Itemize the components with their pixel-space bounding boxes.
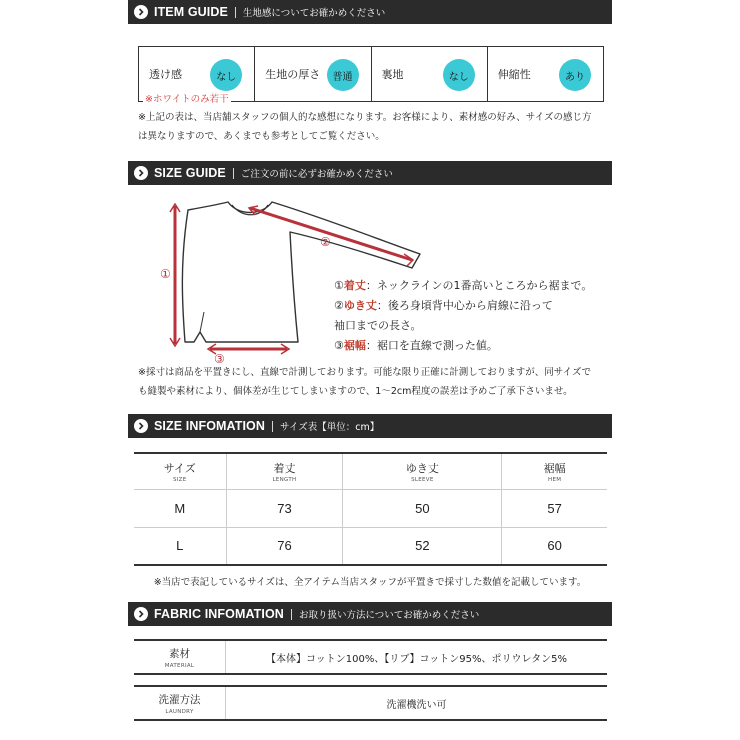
- guide-value-badge: なし: [443, 59, 475, 91]
- fabric-material-value: 【本体】コットン100%、【リブ】コットン95%、ポリウレタン5%: [266, 653, 567, 665]
- guide-cell-thickness: 生地の厚さ 普通: [254, 47, 370, 101]
- column-header: 着丈 LENGTH: [226, 453, 343, 489]
- chevron-right-icon: [134, 419, 148, 433]
- fabric-info-header: [128, 602, 612, 626]
- guide-cell-stretch: 伸縮性 あり: [487, 47, 603, 101]
- guide-cell-transparency: 透け感 なし ※ホワイトのみ若干: [139, 47, 254, 101]
- size-info-header: [128, 414, 612, 438]
- table-header-row: [134, 453, 607, 489]
- column-header: サイズ SIZE: [163, 461, 196, 483]
- legend-item: 袖口までの長さ。: [334, 319, 422, 332]
- size-info-note: ※当店で表記しているサイズは、全アイテム当店スタッフが平置きで採寸した数値を記載しています。: [153, 577, 587, 588]
- chevron-right-icon: [134, 607, 148, 621]
- size-info-subtitle: サイズ表【単位：cm】: [280, 422, 380, 433]
- table-row: M 73 50 57: [134, 489, 607, 527]
- size-table: [134, 452, 607, 566]
- column-header: ゆき丈 SLEEVE: [343, 453, 502, 489]
- size-info-title: SIZE INFOMATION: [154, 419, 265, 433]
- fabric-info-subtitle: お取り扱い方法についてお確かめください: [298, 610, 480, 621]
- item-guide-subtitle: 生地感についてお確かめください: [242, 8, 386, 19]
- size-guide-note: ※採寸は商品を平置きにし、直線で計測しております。可能な限り正確に計測しておりますが、同サイズで も縫製や素材により、個体差が生じてしまいますので、1〜2cm程度の誤差は予めご了承下さいませ。: [138, 367, 591, 397]
- measure-label-3: ③: [214, 352, 225, 364]
- legend-item: ②ゆき丈：後ろ身頃背中心から肩線に沿って: [334, 299, 553, 312]
- measure-label-2: ②: [320, 235, 331, 249]
- guide-value-badge: あり: [559, 59, 591, 91]
- table-row: L 76 52 60: [134, 527, 607, 565]
- guide-value-badge: なし: [210, 59, 242, 91]
- fabric-info-title: FABRIC INFOMATION: [154, 607, 284, 621]
- guide-value-badge: 普通: [327, 59, 359, 91]
- fabric-laundry-value: 洗濯機洗い可: [386, 699, 447, 711]
- fabric-row-laundry: 洗濯方法 LAUNDRY 洗濯機洗い可: [134, 685, 607, 721]
- size-guide-legend: [334, 276, 592, 356]
- fabric-row-material: 素材 MATERIAL 【本体】コットン100%、【リブ】コットン95%、ポリウレタン5%: [134, 639, 607, 675]
- guide-cell-lining: 裏地 なし: [371, 47, 487, 101]
- legend-item: ③裾幅：裾口を直線で測った値。: [334, 339, 498, 352]
- item-guide-header: [128, 0, 612, 24]
- legend-item: ①着丈：ネックラインの1番高いところから裾まで。: [334, 279, 593, 292]
- size-guide-title: SIZE GUIDE: [154, 166, 226, 180]
- measure-label-1: ①: [160, 267, 171, 281]
- item-guide-note: ※上記の表は、当店舗スタッフの個人的な感想になります。お客様により、素材感の好み、サイズの感じ方 は異なりますので、あくまでも参考としてご覧ください。: [138, 112, 592, 142]
- size-guide-subtitle: ご注文の前に必ずお確かめください: [240, 169, 393, 180]
- column-header: 裾幅 HEM: [502, 453, 607, 489]
- chevron-right-icon: [134, 166, 148, 180]
- item-guide-title: ITEM GUIDE: [154, 5, 228, 19]
- guide-note: ※ホワイトのみ若干: [143, 91, 231, 105]
- item-guide-table: [138, 46, 604, 105]
- chevron-right-icon: [134, 5, 148, 19]
- size-guide-header: [128, 161, 612, 185]
